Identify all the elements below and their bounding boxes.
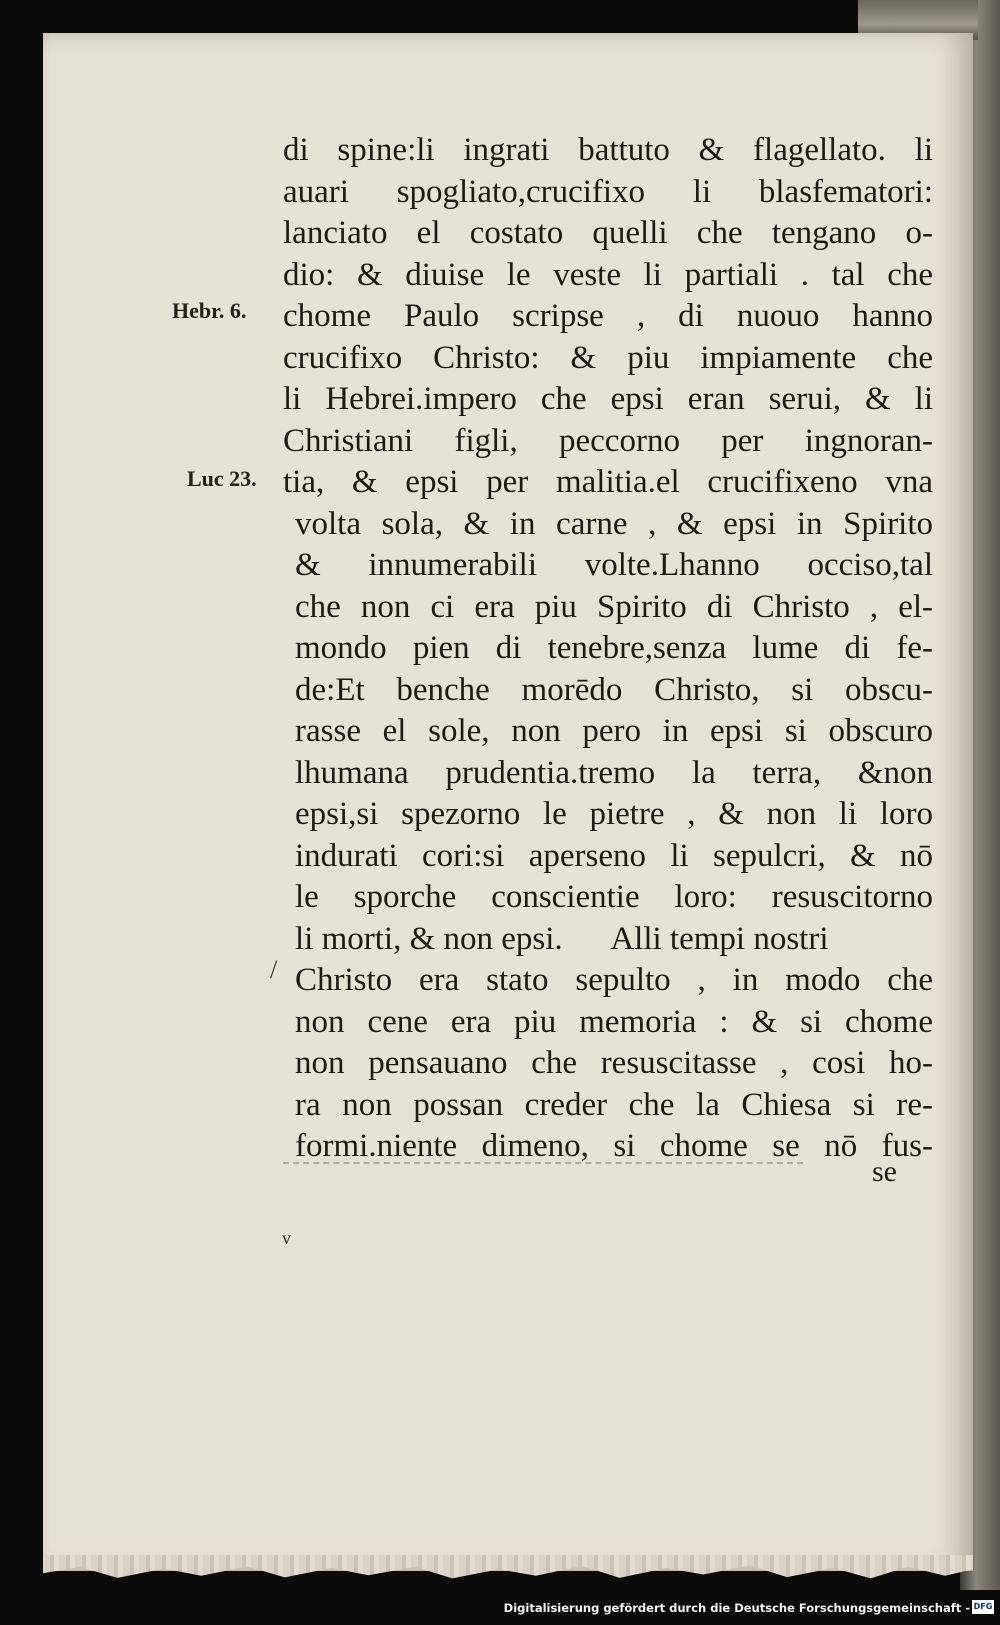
text-line: indurati cori:si aperseno li sepulcri, & nō [295,837,933,874]
text-line: lhumana prudentia.tremo la terra, &non [295,754,933,791]
catchword: se [872,1155,897,1188]
text-line: crucifixo Christo: & piu impiamente che [283,339,933,376]
text-line: non cene era piu memoria : & si chome [295,1003,933,1040]
text-line: ra non possan creder che la Chiesa si re- [295,1086,933,1123]
text-line: le sporche conscientie loro: resuscitorno [295,879,933,915]
text-line: mondo pien di tenebre,senza lume di fe- [295,630,933,666]
text-line: auari spogliato,crucifixo li blasfematori: [283,173,933,210]
text-line: tia, & epsi per malitia.el crucifixeno vna [283,464,933,500]
text-line: epsi,si spezorno le pietre , & non li loro [295,796,933,832]
text-line: li morti, & non epsi. Alli tempi nostri [295,920,829,957]
margin-note-luc: Luc 23. [187,466,257,491]
text-line: li Hebrei.impero che epsi eran serui, & li [283,381,933,417]
text-line: Christo era stato sepulto , in modo che [295,962,933,998]
digitization-credit: Digitalisierung gefördert durch die Deutsche Forschungsgemeinschaft - [503,1601,970,1615]
text-line: Christiani figli, peccorno per ingnoran- [283,422,933,459]
text-line: lanciato el costato quelli che tengano o- [283,215,933,251]
text-line: di spine:li ingrati battuto & flagellato. li [283,132,933,168]
dfg-logo-icon: DFG [972,1600,994,1614]
text-line: rasse el sole, non pero in epsi si obscuro [295,713,933,749]
page-torn-edge [43,1555,973,1581]
text-line: volta sola, & in carne , & epsi in Spirito [295,505,933,542]
margin-note-hebr: Hebr. 6. [172,298,247,323]
text-line: formi.niente dimeno, si chome se nō fus- [295,1128,933,1164]
faded-line-divider [283,1162,803,1166]
text-line: & innumerabili volte.Lhanno occiso,tal [295,547,933,583]
text-line: de:Et benche morēdo Christo, si obscu- [295,671,933,708]
body-text [283,130,933,1168]
text-line: che non ci era piu Spirito di Christo , el- [295,588,933,625]
text-line: dio: & diuise le veste li partiali . tal che [283,256,933,293]
text-line: chome Paulo scripse , di nuouo hanno [283,298,933,334]
stray-mark-v: v [282,1228,291,1248]
text-line: non pensauano che resuscitasse , cosi ho- [295,1045,933,1081]
stray-mark-slash: / [270,955,278,984]
